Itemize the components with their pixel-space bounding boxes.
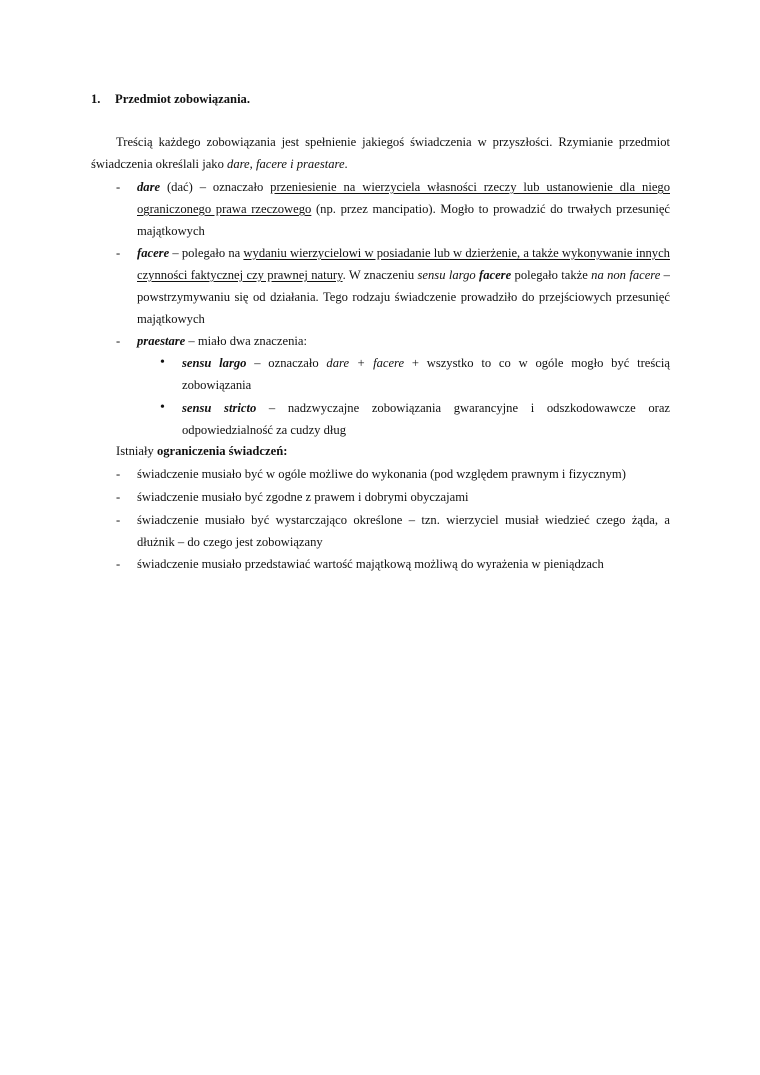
restriction-item: świadczenie musiało być w ogóle możliwe do wykonania (pod względem prawnym i fizycznym) — [137, 467, 626, 481]
list-dash: - — [116, 467, 121, 481]
list-dash: - — [116, 490, 121, 504]
list-item-dare — [137, 176, 670, 242]
restrictions-heading — [116, 440, 287, 462]
list-dash: - — [116, 180, 121, 194]
intro-line-2-suffix: . — [344, 157, 348, 171]
intro-line-2-prefix: świadczenia określali jako — [91, 157, 228, 171]
dare-underlined-definition: przeniesienie na wierzyciela własności rzeczy lub ustanowienie dla niego ograniczonego prawa rzeczowego — [137, 180, 670, 216]
term-facere: facere — [137, 246, 170, 260]
intro-line-1: Treścią każdego zobowiązania jest spełnienie jakiegoś świadczenia w przyszłości. Rzymianie przedmiot — [116, 135, 670, 149]
sub-item-sensu-largo — [182, 352, 670, 396]
intro-line-2 — [91, 153, 670, 175]
sensu-largo-formula: dare + facere — [326, 356, 405, 370]
restriction-item: świadczenie musiało być zgodne z prawem i dobrymi obyczajami — [137, 490, 469, 504]
intro-paragraph — [91, 131, 670, 175]
facere-mid-1: . W znaczeniu — [342, 268, 418, 282]
facere-after-term: – polegało na — [169, 246, 244, 260]
sensu-largo-mid: – oznaczało — [246, 356, 327, 370]
dare-rest: (np. przez mancipatio). Mogło to prowadzić do trwałych przesunięć majątkowych — [137, 202, 670, 238]
term-sensu-stricto: sensu stricto — [182, 401, 257, 415]
bullet-icon: • — [160, 400, 165, 415]
dare-after-term: (dać) – oznaczało — [160, 180, 271, 194]
facere-sensu-largo: sensu largo — [417, 268, 476, 282]
restrictions-prefix: Istniały — [116, 444, 157, 458]
intro-latin-terms: dare, facere i praestare — [227, 157, 345, 171]
term-dare: dare — [137, 180, 161, 194]
list-dash: - — [116, 513, 121, 527]
section-heading — [91, 88, 250, 110]
section-number: 1. — [91, 92, 101, 106]
term-sensu-largo: sensu largo — [182, 356, 247, 370]
term-praestare: praestare — [137, 334, 186, 348]
facere-na-non-facere: na non facere — [591, 268, 661, 282]
facere-rest: – powstrzymywaniu się od działania. Tego rodzaju świadczenie prowadziło do przejściowych przesunięć majątkowych — [137, 268, 670, 326]
restriction-item: świadczenie musiało być wystarczająco określone – tzn. wierzyciel musiał wiedzieć czego żąda, a dłużnik – do czego jest zobowiązany — [137, 513, 670, 549]
facere-bold-term: facere — [479, 268, 512, 282]
bullet-icon: • — [160, 355, 165, 370]
restriction-item: świadczenie musiało przedstawiać wartość majątkową możliwą do wyrażenia w pieniądzach — [137, 557, 604, 571]
praestare-rest: – miało dwa znaczenia: — [185, 334, 307, 348]
list-dash: - — [116, 334, 121, 348]
list-item-praestare — [137, 330, 670, 352]
list-dash: - — [116, 557, 121, 571]
facere-underlined-definition: wydaniu wierzycielowi w posiadanie lub w dzierżenie, a także wykonywanie innych czynności faktycznej czy prawnej natury — [137, 246, 670, 282]
list-dash: - — [116, 246, 121, 260]
list-item-facere — [137, 242, 670, 330]
restrictions-bold-title: ograniczenia świadczeń: — [156, 444, 288, 458]
sensu-stricto-rest: – nadzwyczajne zobowiązania gwarancyjne i odszkodowawcze oraz odpowiedzialność za cudzy dług — [182, 401, 670, 437]
section-title: Przedmiot zobowiązania. — [115, 92, 251, 106]
sub-item-sensu-stricto — [182, 397, 670, 441]
sensu-largo-rest: + wszystko to co w ogóle mogło być treścią zobowiązania — [182, 356, 670, 392]
facere-mid-2: polegało także — [511, 268, 592, 282]
